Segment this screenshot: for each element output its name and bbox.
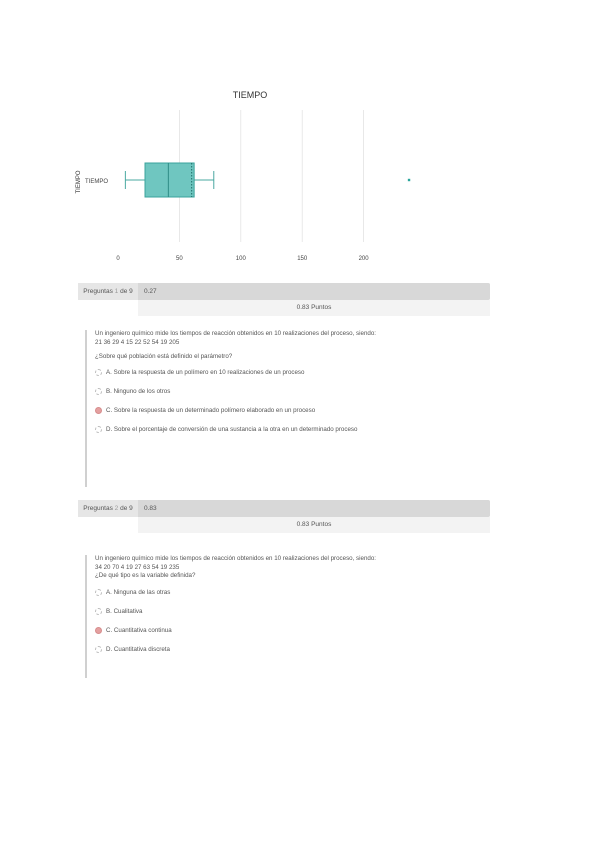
question-1-card xyxy=(85,330,500,487)
option-b[interactable] xyxy=(95,387,500,397)
question-label-prefix: Preguntas xyxy=(83,288,113,295)
question-2-header xyxy=(78,500,490,517)
option-label: B. Cualitativa xyxy=(106,608,143,615)
radio-button[interactable] xyxy=(95,426,102,433)
x-tick-label: 100 xyxy=(235,256,246,262)
option-label: C. Cuantitativa continua xyxy=(106,627,172,634)
radio-button-selected[interactable] xyxy=(95,407,102,414)
option-label: D. Cuantitativa discreta xyxy=(106,646,170,653)
option-a[interactable] xyxy=(95,368,500,378)
radio-button[interactable] xyxy=(95,608,102,615)
question-data-line: 21 36 29 4 15 22 52 54 19 205 xyxy=(95,338,180,346)
question-number: 1 xyxy=(114,288,119,295)
option-c[interactable] xyxy=(95,406,500,416)
option-label: D. Sobre el porcentaje de conversión de una sustancia a la otra en un determinado proceso xyxy=(106,426,358,433)
question-1-text xyxy=(95,330,500,347)
x-tick-label: 200 xyxy=(358,256,369,262)
question-number: 2 xyxy=(114,505,119,512)
question-text-line: Un ingeniero químico mide los tiempos de reacción obtenidos en 10 realizaciones del proceso, siendo: xyxy=(95,330,377,337)
option-label: A. Sobre la respuesta de un polímero en 10 realizaciones de un proceso xyxy=(106,369,305,376)
chart-title: TIEMPO xyxy=(232,90,268,100)
outlier-point xyxy=(408,179,410,181)
option-label: C. Sobre la respuesta de un determinado polímero elaborado en un proceso xyxy=(106,407,316,414)
boxplot-chart xyxy=(60,80,440,270)
question-2-prompt: ¿De qué tipo es la variable definida? xyxy=(95,572,196,579)
question-2-label xyxy=(78,500,138,517)
question-text-line: Un ingeniero químico mide los tiempos de reacción obtenidos en 10 realizaciones del proceso, siendo: xyxy=(95,555,377,562)
question-label-prefix: Preguntas xyxy=(83,505,113,512)
x-tick-label: 0 xyxy=(116,256,120,262)
y-axis-label: TIEMPO xyxy=(76,170,82,194)
option-a[interactable] xyxy=(95,588,500,598)
question-2-text xyxy=(95,555,500,581)
question-label-suffix: de 9 xyxy=(120,288,133,295)
radio-button-selected[interactable] xyxy=(95,627,102,634)
radio-button[interactable] xyxy=(95,388,102,395)
question-label-suffix: de 9 xyxy=(120,505,133,512)
x-tick-label: 150 xyxy=(297,256,308,262)
question-1-points: 0.83 Puntos xyxy=(138,300,490,316)
question-2-score: 0.83 xyxy=(138,500,490,517)
option-label: B. Ninguno de los otros xyxy=(106,388,171,395)
question-1-label xyxy=(78,283,138,300)
question-1-prompt: ¿Sobre qué población está definido el parámetro? xyxy=(95,353,233,360)
question-data-line: 34 20 70 4 19 27 63 54 19 235 xyxy=(95,563,180,571)
option-c[interactable] xyxy=(95,626,500,636)
radio-button[interactable] xyxy=(95,589,102,596)
x-tick-label: 50 xyxy=(176,256,183,262)
radio-button[interactable] xyxy=(95,646,102,653)
option-d[interactable] xyxy=(95,425,500,435)
question-2-points: 0.83 Puntos xyxy=(138,517,490,533)
y-category-label: TIEMPO xyxy=(84,179,108,185)
question-1-score: 0.27 xyxy=(138,283,490,300)
option-d[interactable] xyxy=(95,645,500,655)
question-2-card xyxy=(85,555,500,678)
option-label: A. Ninguna de las otras xyxy=(106,589,171,596)
radio-button[interactable] xyxy=(95,369,102,376)
iqr-box xyxy=(145,163,194,197)
question-1-header xyxy=(78,283,490,300)
option-b[interactable] xyxy=(95,607,500,617)
